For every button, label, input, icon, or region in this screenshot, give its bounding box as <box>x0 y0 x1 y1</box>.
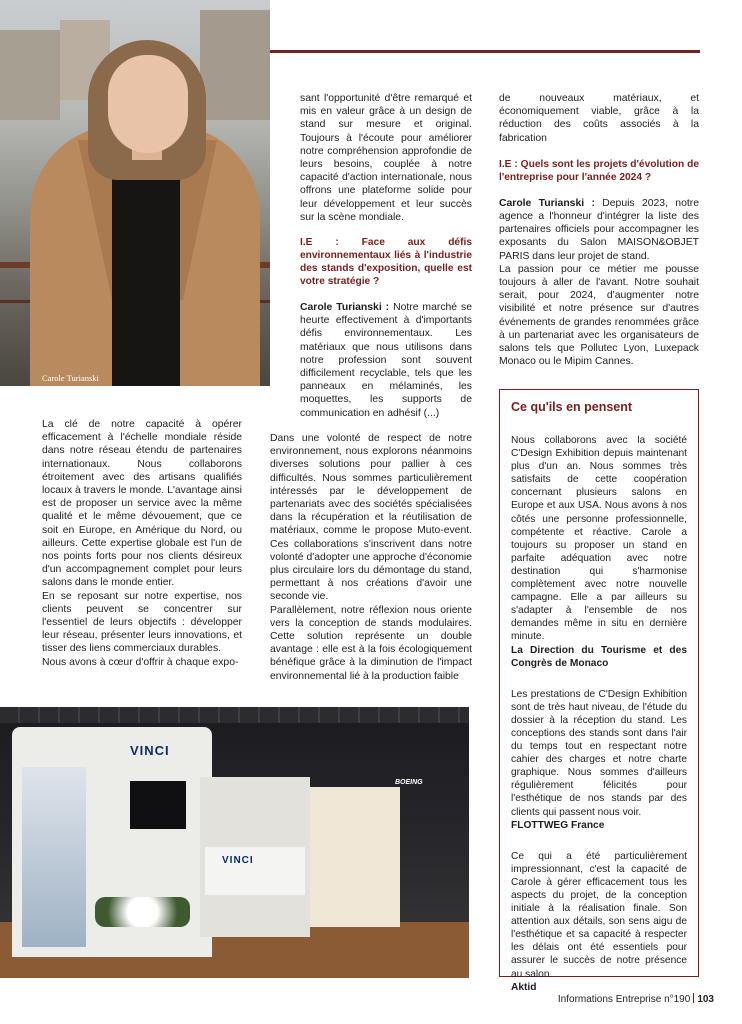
paragraph: de nouveaux matériaux, et économiquement viable, grâce à la réduction des coûts associés à la fabrication <box>499 93 699 144</box>
paragraph: sant l'opportunité d'être remarqué et mis en valeur grâce à un design de stand sur mesure et original. Toujours à l'écoute pour améliorer notre compréhension approfondie de leurs besoins, couplée à notre capacité d'action internationale, nous offrons une plateforme solide pour leur développement et leur succès sur la scène mondiale. <box>300 93 472 223</box>
exhibition-booth-photo <box>0 707 469 978</box>
testimonials-box <box>499 389 699 993</box>
testimonial-text: Les prestations de C'Design Exhibition sont de très haut niveau, de l'étude du dossier à la réception du stand. Les conceptions des stands sont dans l'air du temps tout en respectant notre cahier des charges et notre charte graphique. Nous sommes d'ailleurs régulièrement félicités pour l'esthétique de nos stands par des clients qui passent nous voir. <box>511 688 687 818</box>
testimonial-signature: La Direction du Tourisme et des Congrès de Monaco <box>511 644 687 669</box>
testimonial-signature: FLOTTWEG France <box>511 819 605 831</box>
speaker-name: Carole Turianski : <box>499 197 595 209</box>
publication-name: Informations Entreprise n°190 <box>557 994 691 1005</box>
paragraph: Dans une volonté de respect de notre environnement, nous explorons néanmoins diverses solutions pour pallier à ces difficultés. Nous sommes particulièrement intéressés par le développement de partenariats avec des sociétés spécialisées dans la récupération et la réutilisation de matériaux, comme le propose Muto-event. Ces collaborations s'inscrivent dans notre volonté d'adopter une approche d'économie plus circulaire lors du démontage du stand, permettant à nos créations d'avoir une seconde vie. <box>270 433 472 603</box>
column-middle-bottom <box>270 432 472 683</box>
photo-caption: Carole Turianski <box>42 373 99 383</box>
paragraph: Parallèlement, notre réflexion nous oriente vers la conception de stands modulaires. Cette solution représente un double avantage : elle est à la fois écologiquement bénéfique grâce à la diminution de l'impact environnemental lié à la production faible <box>270 604 472 682</box>
booth-sign: BOEING <box>395 779 423 786</box>
testimonials-body <box>511 434 687 994</box>
booth-brand-logo: VINCI <box>130 743 170 758</box>
header-rule <box>270 50 700 53</box>
paragraph: Nous avons à cœur d'offrir à chaque expo- <box>42 656 239 668</box>
column-right <box>499 92 699 368</box>
interview-question: I.E : Face aux défis environnementaux liés à l'industrie des stands d'exposition, quelle est votre stratégie ? <box>300 237 472 288</box>
page-number: 103 <box>697 994 714 1005</box>
portrait-photo <box>0 0 270 386</box>
booth-brand-logo: VINCI <box>222 855 254 866</box>
paragraph <box>499 197 699 263</box>
interview-question: I.E : Quels sont les projets d'évolution de l'entreprise pour l'année 2024 ? <box>499 158 699 183</box>
column-left <box>42 418 242 669</box>
answer-text: Depuis 2023, notre agence a l'honneur d'intégrer la liste des partenaires officiels pour accompagner les exposants du Salon MAISON&OBJET PARIS dans leur projet de stand. <box>499 197 699 262</box>
testimonial-text: Nous collaborons avec la société C'Design Exhibition depuis maintenant plus d'un an. Nous sommes très satisfaits de cette coopération concernant plusieurs salons en Europe et aux USA. Nous avons à nos côtés une personne professionnelle, compétente et réactive. Carole a toujours su proposer un stand en parfaite adéquation avec notre destination qui s'harmonise complètement avec notre nouvelle campagne. Elle a par ailleurs su s'adapter à l'ensemble de nos demandes même in situ en dernière minute. <box>511 435 687 643</box>
speaker-name: Carole Turianski : <box>300 302 390 314</box>
testimonial-signature: Aktid <box>511 981 537 993</box>
testimonials-title: Ce qu'ils en pensent <box>511 400 633 414</box>
testimonial-text: Ce qui a été particulièrement impressionnant, c'est la capacité de Carole à gérer efficacement tous les aspects du projet, de la conception initiale à la réalisation finale. Son attention aux détails, son sens aigu de l'esthétique et sa capacité à respecter les délais ont été essentiels pour assurer le succès de notre présence au salon. <box>511 850 687 980</box>
column-middle-top <box>300 92 472 420</box>
paragraph <box>300 301 472 420</box>
paragraph: En se reposant sur notre expertise, nos clients peuvent se concentrer sur l'essentiel de leurs objectifs : développer leur réseau, présenter leurs innovations, et tisser des liens commerciaux durables. <box>42 590 242 655</box>
answer-text: Notre marché se heurte effectivement à d'importants défis environnementaux. Les matériaux que nous utilisons dans notre profession sont souvent difficilement recyclable, tels que les panneaux en mélaminés, les moquettes, les supports de communication en adhésif (...) <box>300 302 472 419</box>
page-footer <box>558 993 714 1005</box>
footer-separator <box>693 993 694 1003</box>
paragraph: La clé de notre capacité à opérer efficacement à l'échelle mondiale réside dans notre réseau étendu de partenaires internationaux. Nous collaborons étroitement avec des artisans qualifiés locaux à travers le monde. L'avantage ainsi est de proposer un service avec la même qualité et le même dévouement, que ce soit en Europe, en Amérique du Nord, ou ailleurs. Cette expertise globale est l'un de nos points forts pour nos clients désireux d'un accompagnement complet pour leurs salons dans le monde entier. <box>42 419 242 589</box>
paragraph: La passion pour ce métier me pousse toujours à aller de l'avant. Notre souhait serait, pour 2024, d'augmenter notre visibilité et notre présence sur d'autres événements de grandes renommées grâce à un partenariat avec les organisateurs de salons tels que Pollutec Lyon, Luxepack Monaco ou le Mipim Cannes. <box>499 263 699 368</box>
